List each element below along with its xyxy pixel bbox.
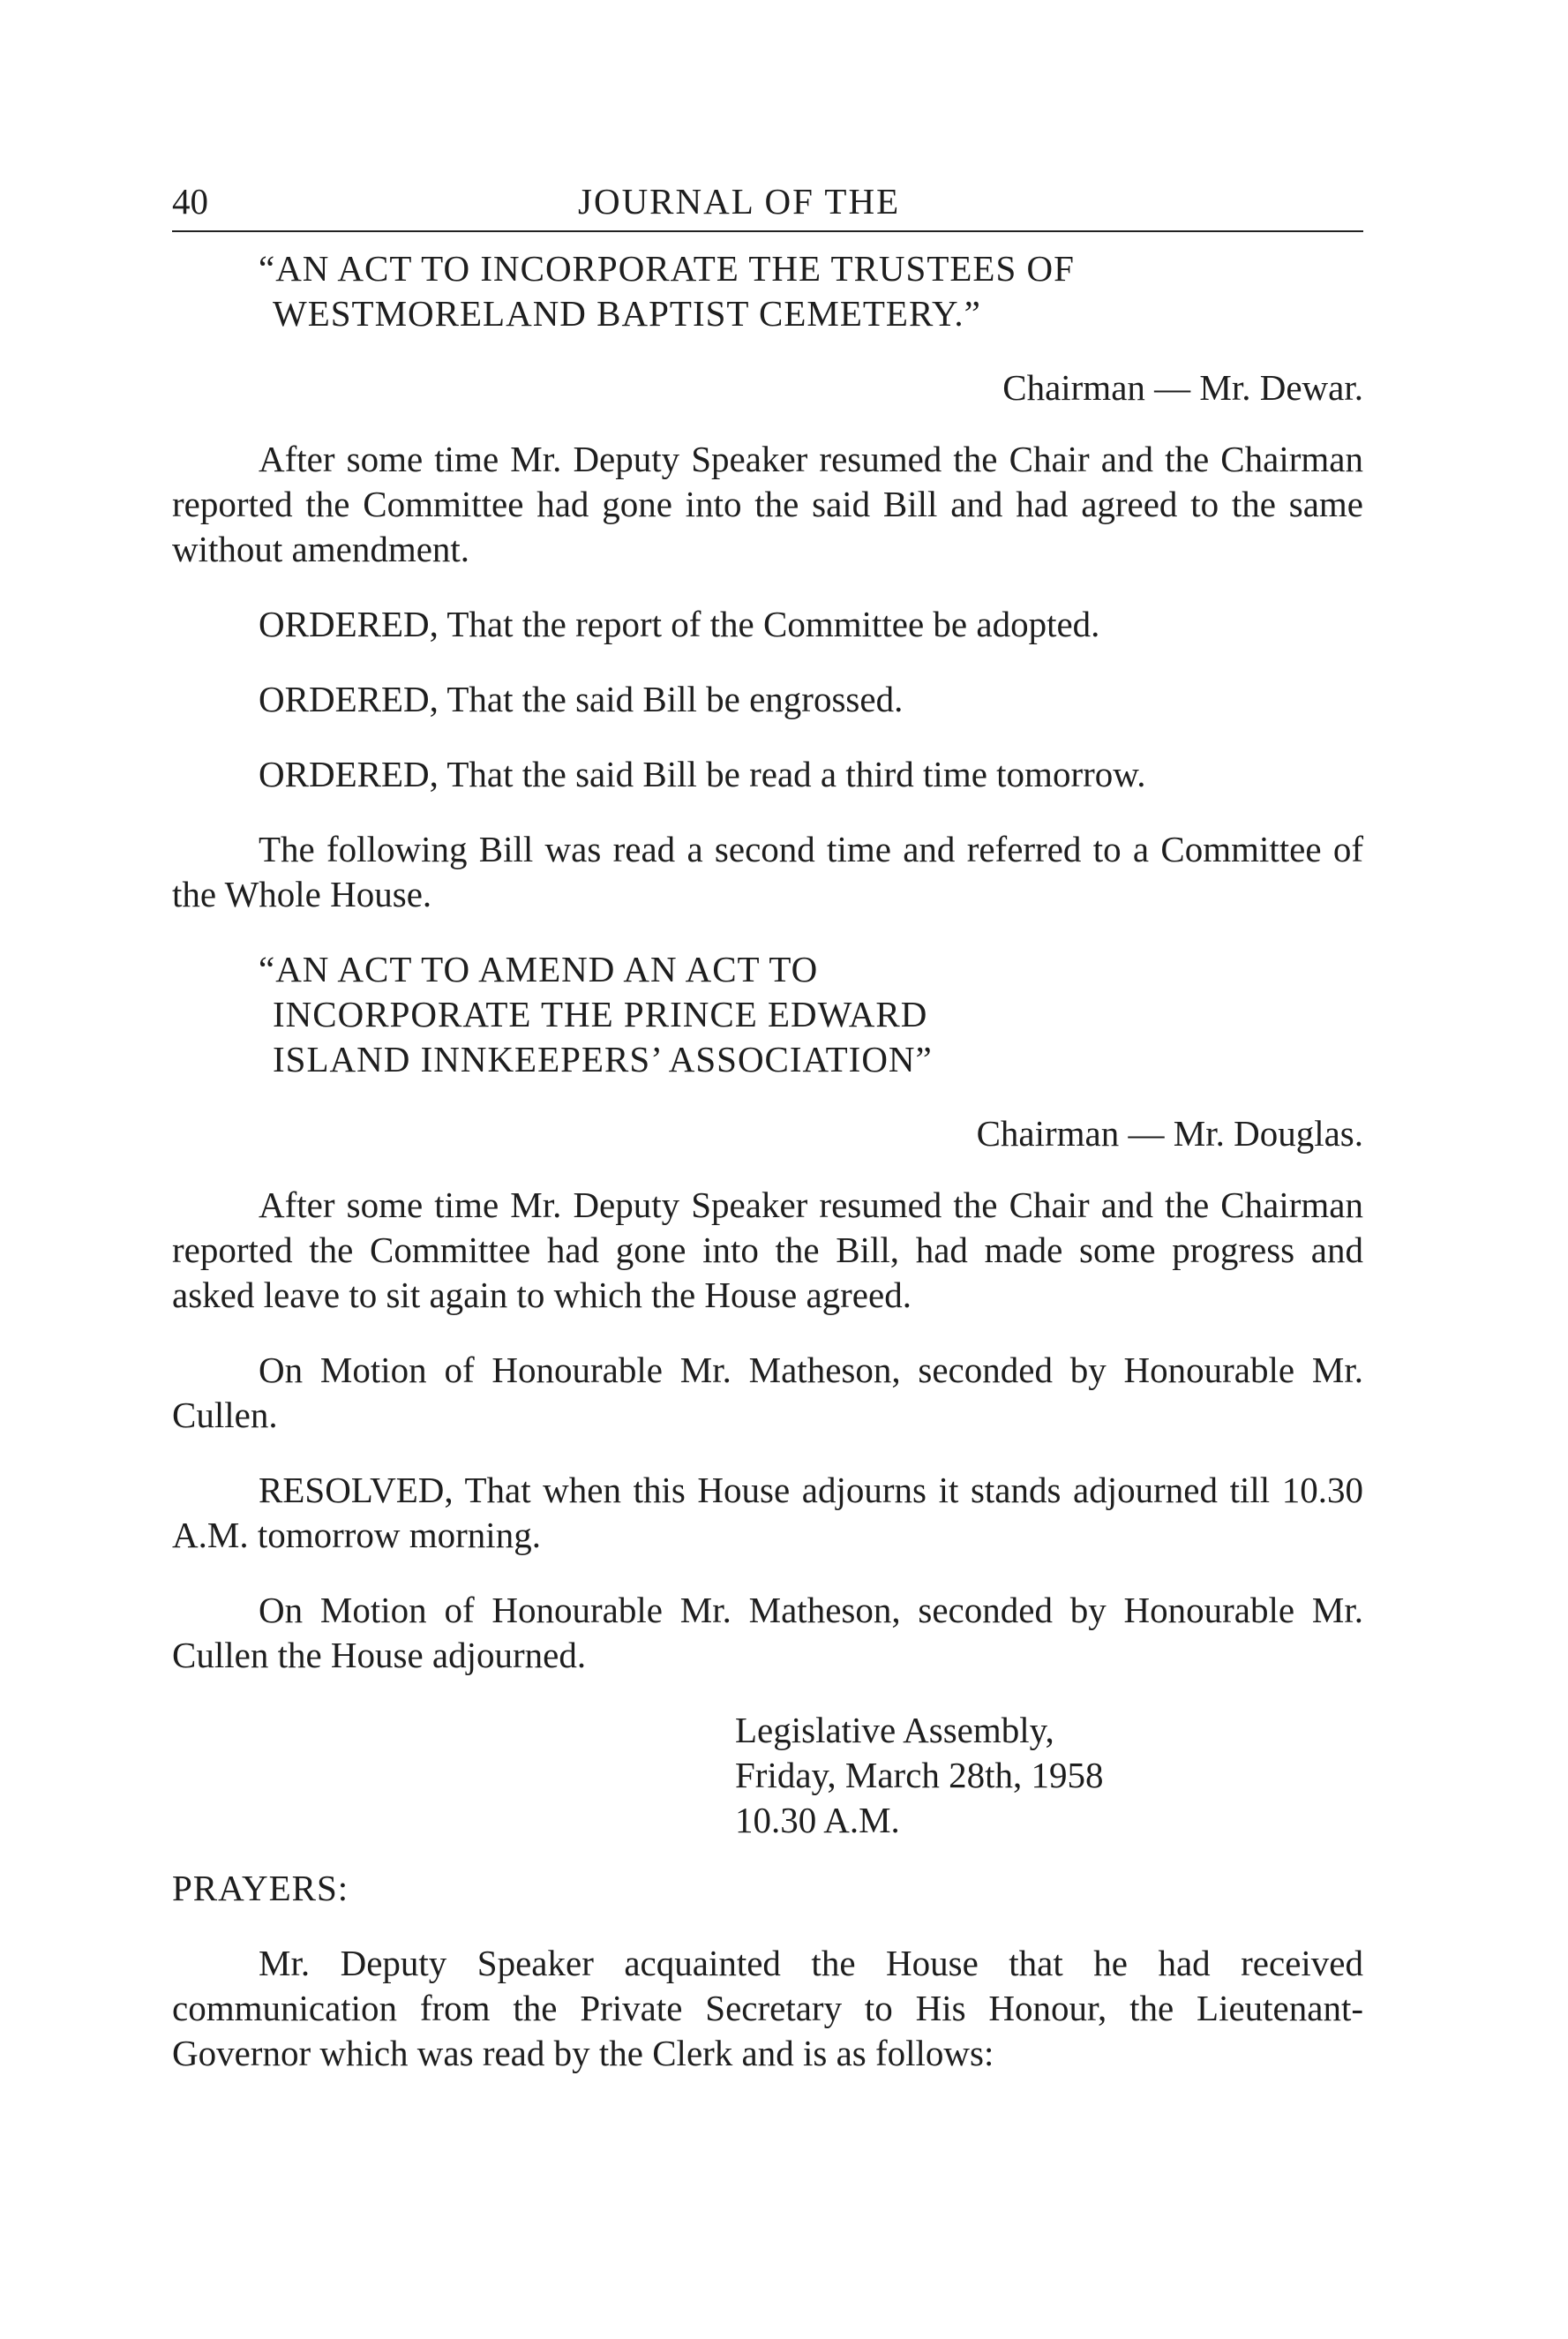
paragraph-resolved: RESOLVED, That when this House adjourns it stands adjourned till 10.30 A.M. tomorrow morning.	[172, 1470, 1363, 1555]
bill-title-line: WESTMORELAND BAPTIST CEMETERY.”	[273, 293, 981, 334]
running-head: JOURNAL OF THE	[578, 181, 901, 222]
chairman-line: Chairman — Mr. Dewar.	[1002, 367, 1363, 408]
paragraph-motion-adjourned: On Motion of Honourable Mr. Matheson, seconded by Honourable Mr. Cullen the House adjourned.	[172, 1590, 1363, 1675]
chairman-line: Chairman — Mr. Douglas.	[976, 1113, 1363, 1154]
paragraph-communication: Mr. Deputy Speaker acquainted the House that he had received communication from the Private Secretary to His Honour, the Lieutenant-Governor which was read by the Clerk and is as follows:	[172, 1943, 1363, 2073]
bill-title-westmoreland	[259, 246, 1363, 336]
paragraph-ordered-third-reading: ORDERED, That the said Bill be read a third time tomorrow.	[259, 754, 1146, 794]
paragraph-committee-progress: After some time Mr. Deputy Speaker resumed the Chair and the Chairman reported the Committee had gone into the Bill, had made some progress and asked leave to sit again to which the House agreed.	[172, 1185, 1363, 1315]
paragraph-committee-report: After some time Mr. Deputy Speaker resumed the Chair and the Chairman reported the Committee had gone into the said Bill and had agreed to the same without amendment.	[172, 439, 1363, 569]
paragraph-ordered-adopted: ORDERED, That the report of the Committee be adopted.	[259, 604, 1100, 644]
prayers-heading: PRAYERS:	[172, 1868, 349, 1908]
page-number: 40	[172, 181, 208, 222]
bill-title-line: “AN ACT TO INCORPORATE THE TRUSTEES OF	[259, 248, 1075, 289]
paragraph-motion: On Motion of Honourable Mr. Matheson, seconded by Honourable Mr. Cullen.	[172, 1350, 1363, 1435]
header-rule	[172, 230, 1363, 232]
paragraph-ordered-engrossed: ORDERED, That the said Bill be engrossed.	[259, 679, 904, 719]
dateline-line: Legislative Assembly,	[735, 1710, 1054, 1750]
journal-page	[172, 172, 1363, 2076]
dateline-line: 10.30 A.M.	[735, 1800, 900, 1840]
bill-title-line: INCORPORATE THE PRINCE EDWARD	[273, 994, 928, 1034]
dateline-line: Friday, March 28th, 1958	[735, 1755, 1104, 1795]
bill-title-innkeepers	[259, 947, 1363, 1082]
paragraph-second-reading: The following Bill was read a second time and referred to a Committee of the Whole House.	[172, 829, 1363, 914]
dateline	[735, 1708, 1363, 1843]
bill-title-line: ISLAND INNKEEPERS’ ASSOCIATION”	[273, 1039, 933, 1079]
bill-title-line: “AN ACT TO AMEND AN ACT TO	[259, 949, 819, 989]
page-header	[172, 172, 1363, 227]
